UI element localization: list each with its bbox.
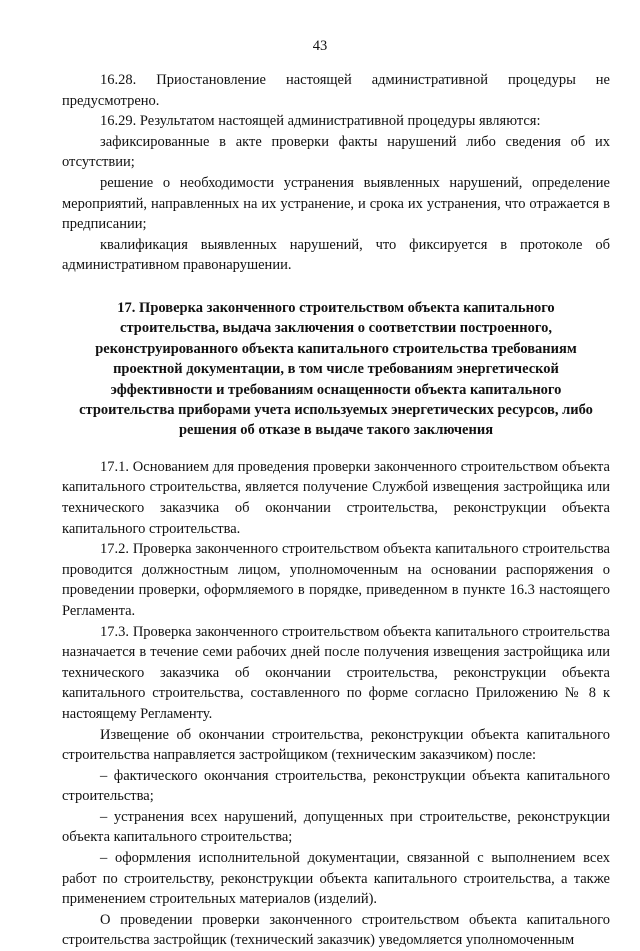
list-item-violations: – устранения всех нарушений, допущенных при строительстве, реконструкции объекта капитального строительства; xyxy=(62,808,610,846)
list-item-documentation: – оформления исполнительной документации, связанной с выполнением всех работ по строительству, реконструкции объекта капитального строительства, а также применением строительных материалов (изделий). xyxy=(62,850,610,908)
result-item-qualification: квалификация выявленных нарушений, что фиксируется в протоколе об административном правонарушении. xyxy=(62,236,610,274)
paragraph-16-29: 16.29. Результатом настоящей административной процедуры являются: xyxy=(100,113,541,130)
result-item-decision: решение о необходимости устранения выявленных нарушений, определение мероприятий, направленных на их устранение, и срока их устранения, что отражается в предписании; xyxy=(62,174,610,233)
section-heading-17: 17. Проверка законченного строительством объекта капитального строительства, выдача заключения о соответствии построенного, реконструированного объекта капитального строительства требованиям проектной документации, в том числе требованиям энергетической эффективности и требованиям оснащенности объекта капитального строительства приборами учета используемых энергетических ресурсов, либо решения об отказе в выдаче такого заключения xyxy=(79,299,593,439)
paragraph-17-1: 17.1. Основанием для проведения проверки законченного строительством объекта капитального строительства, является получение Службой извещения застройщика или технического заказчика об окончании строительства, реконструкции объекта капитального строительства. xyxy=(62,458,610,537)
page-content xyxy=(62,70,610,951)
result-item-act: зафиксированные в акте проверки факты нарушений либо сведения об их отсутствии; xyxy=(62,133,610,171)
list-item-completion: – фактического окончания строительства, реконструкции объекта капитального строительства; xyxy=(62,767,610,805)
paragraph-16-28: 16.28. Приостановление настоящей административной процедуры не предусмотрено. xyxy=(62,72,610,109)
page-number: 43 xyxy=(312,38,328,54)
paragraph-17-3: 17.3. Проверка законченного строительством объекта капитального строительства назначается в течение семи рабочих дней после получения извещения застройщика или технического заказчика об окончании строительства, реконструкции объекта капитального строительства, составленного по форме согласно Приложению № 8 к настоящему Регламенту. xyxy=(62,623,610,722)
paragraph-inspection-notice: О проведении проверки законченного строительством объекта капитального строительства застройщик (технический заказчик) уведомляется уполномоченным xyxy=(62,911,610,949)
paragraph-notice: Извещение об окончании строительства, реконструкции объекта капитального строительства направляется застройщиком (техническим заказчиком) после: xyxy=(62,726,610,764)
paragraph-17-2: 17.2. Проверка законченного строительством объекта капитального строительства проводится должностным лицом, уполномоченным на основании распоряжения о проведении проверки, оформляемого в порядке, приведенном в пункте 16.3 настоящего Регламента. xyxy=(62,541,610,619)
